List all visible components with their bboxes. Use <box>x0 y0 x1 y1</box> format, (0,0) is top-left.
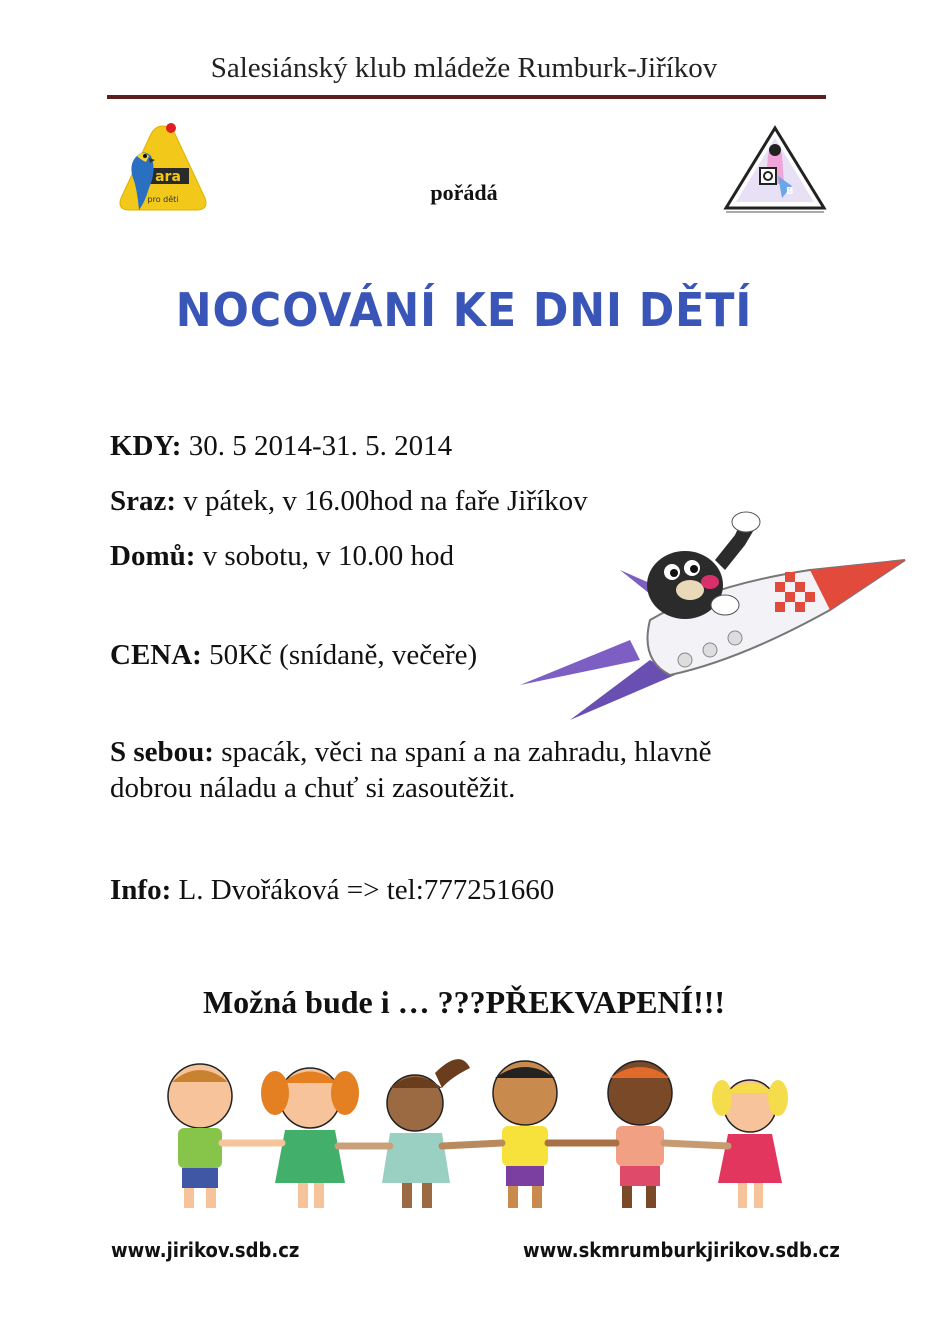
svg-text:B: B <box>786 186 794 197</box>
surprise-text: Možná bude i … ???PŘEKVAPENÍ!!! <box>202 984 726 1020</box>
header-title: Salesiánský klub mládeže Rumburk-Jiříkov <box>210 52 718 84</box>
meet-value: v pátek, v 16.00hod na faře Jiříkov <box>176 485 588 517</box>
bring-label: S sebou: <box>110 736 214 768</box>
mole-rocket-icon <box>510 510 910 725</box>
home-line <box>110 538 454 574</box>
website-link-right[interactable]: www.skmrumburkjirikov.sdb.cz <box>523 1238 840 1262</box>
info-line <box>110 872 554 908</box>
svg-text:ara: ara <box>155 169 181 185</box>
svg-text:pro děti: pro děti <box>147 195 179 204</box>
bring-line <box>110 734 790 806</box>
when-label: KDY: <box>110 430 182 462</box>
header-divider <box>107 95 826 99</box>
price-line <box>110 637 477 673</box>
price-label: CENA: <box>110 639 202 671</box>
bring-value: spacák, věci na spaní a na zahradu, hlavně dobrou náladu a chuť si zasoutěžit. <box>110 736 712 804</box>
when-value: 30. 5 2014-31. 5. 2014 <box>181 430 453 462</box>
event-title: NOCOVÁNÍ KE DNI DĚTÍ <box>175 283 753 337</box>
info-label: Info: <box>110 874 172 906</box>
when-line <box>110 428 452 464</box>
meet-label: Sraz: <box>110 485 177 517</box>
info-value: L. Dvořáková => tel:777251660 <box>171 874 555 906</box>
home-label: Domů: <box>110 540 196 572</box>
website-link-left[interactable]: www.jirikov.sdb.cz <box>111 1238 300 1262</box>
price-value: 50Kč (snídaně, večeře) <box>201 639 478 671</box>
organizes-label: pořádá <box>430 180 498 205</box>
children-icon <box>150 1048 810 1213</box>
home-value: v sobotu, v 10.00 hod <box>195 540 454 572</box>
